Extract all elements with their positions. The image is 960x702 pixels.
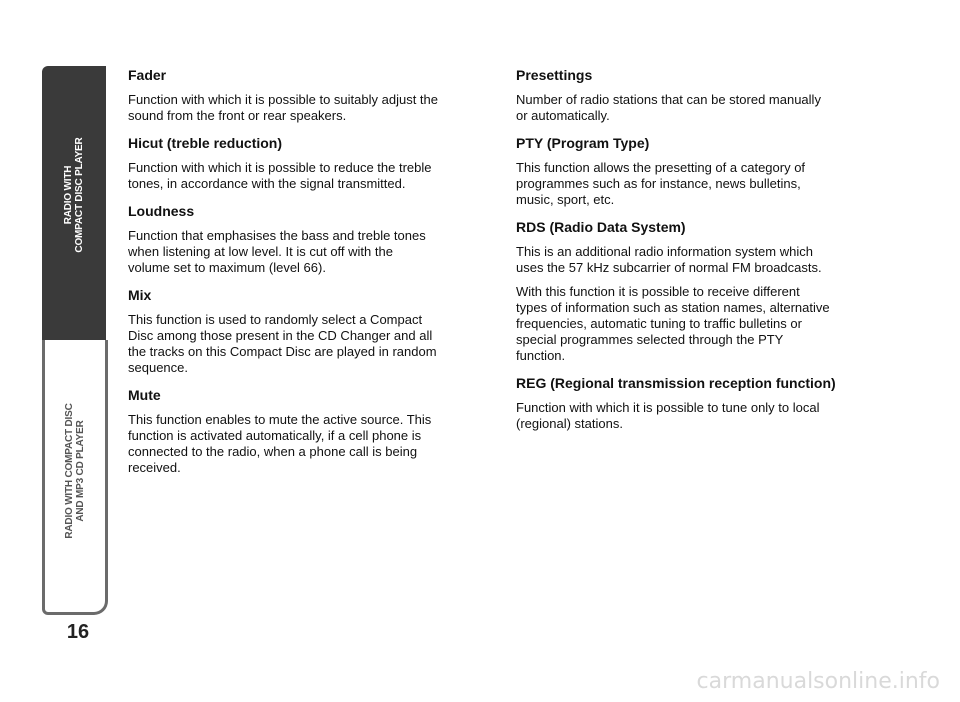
left-column bbox=[128, 67, 478, 487]
section-paragraph: This function enables to mute the active source. This function is activated automatically, if a cell phone is connected to the radio, when a phone call is being received. bbox=[128, 412, 432, 475]
section-mix bbox=[128, 287, 478, 376]
section-tab-active bbox=[42, 66, 106, 340]
section-tab-inactive-label: RADIO WITH COMPACT DISC AND MP3 CD PLAYER bbox=[64, 403, 86, 539]
section-presettings bbox=[516, 67, 866, 124]
section-heading: Hicut (treble reduction) bbox=[128, 135, 283, 151]
section-pty bbox=[516, 135, 866, 208]
section-heading: Fader bbox=[128, 67, 167, 83]
section-tab-active-label: RADIO WITH COMPACT DISC PLAYER bbox=[63, 137, 85, 253]
section-heading: Loudness bbox=[128, 203, 195, 219]
right-column bbox=[516, 67, 866, 443]
section-fader bbox=[128, 67, 478, 124]
section-heading: RDS (Radio Data System) bbox=[516, 219, 686, 235]
section-heading: Mix bbox=[128, 287, 152, 303]
watermark: carmanualsonline.info bbox=[696, 669, 940, 694]
section-hicut bbox=[128, 135, 478, 192]
section-heading: Mute bbox=[128, 387, 161, 403]
section-heading: Presettings bbox=[516, 67, 593, 83]
section-paragraph: Function with which it is possible to reduce the treble tones, in accordance with the signal transmitted. bbox=[128, 160, 432, 191]
section-paragraph: This function is used to randomly select a Compact Disc among those present in the CD Changer and all the tracks on this Compact Disc are played in random sequence. bbox=[128, 312, 437, 375]
section-reg bbox=[516, 375, 866, 432]
section-paragraph: Number of radio stations that can be stored manually or automatically. bbox=[516, 92, 821, 123]
section-loudness bbox=[128, 203, 478, 276]
page-number: 16 bbox=[66, 621, 90, 643]
section-paragraph: Function with which it is possible to suitably adjust the sound from the front or rear speakers. bbox=[128, 92, 438, 123]
section-paragraph: With this function it is possible to receive different types of information such as station names, alternative frequencies, automatic tuning to traffic bulletins or special programmes selected through the PTY function. bbox=[516, 284, 830, 363]
section-paragraph: This is an additional radio information system which uses the 57 kHz subcarrier of normal FM broadcasts. bbox=[516, 244, 822, 275]
section-rds bbox=[516, 219, 866, 364]
section-paragraph: This function allows the presetting of a category of programmes such as for instance, news bulletins, music, sport, etc. bbox=[516, 160, 806, 207]
section-mute bbox=[128, 387, 478, 476]
section-paragraph: Function with which it is possible to tune only to local (regional) stations. bbox=[516, 400, 820, 431]
section-heading: PTY (Program Type) bbox=[516, 135, 650, 151]
section-paragraph: Function that emphasises the bass and treble tones when listening at low level. It is cut off with the volume set to maximum (level 66). bbox=[128, 228, 426, 275]
section-tab-inactive bbox=[42, 340, 108, 615]
section-heading: REG (Regional transmission reception function) bbox=[516, 375, 836, 391]
